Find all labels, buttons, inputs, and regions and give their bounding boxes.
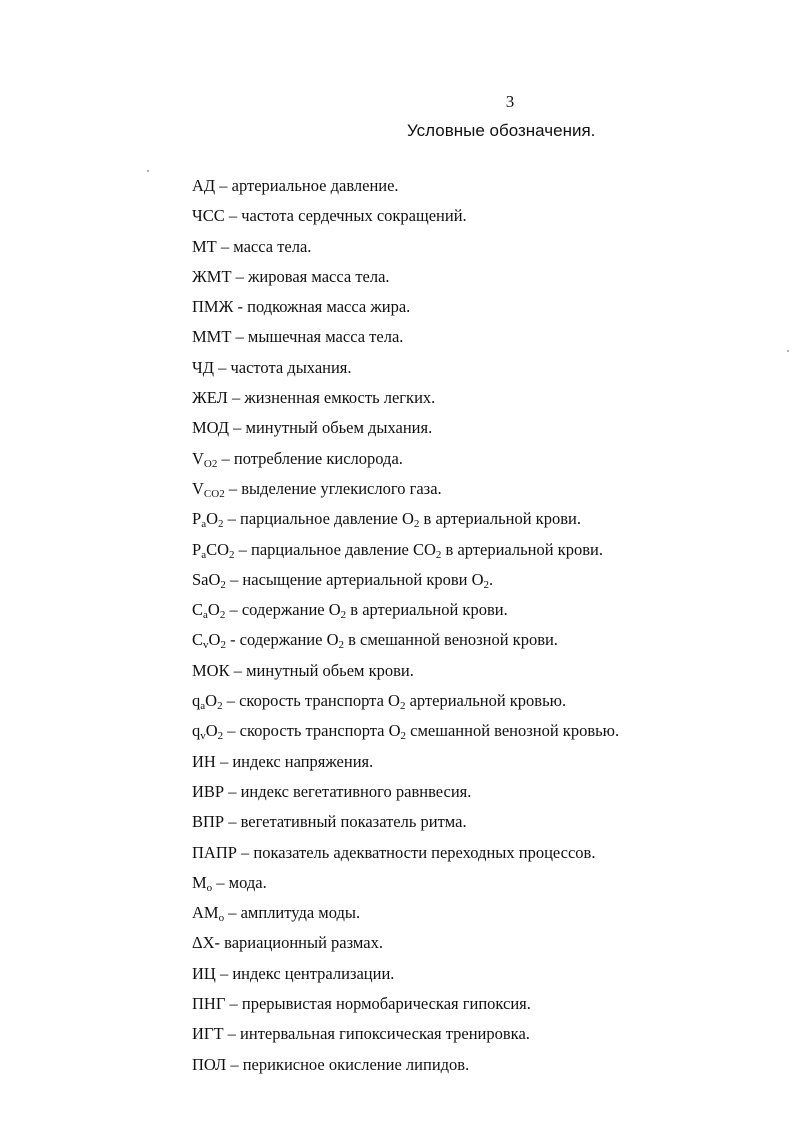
entry-text: ΔX- вариационный размах.	[192, 933, 383, 953]
entry-subscript: 2	[229, 548, 235, 561]
entry-text: .	[489, 569, 494, 589]
entry-text: AM	[192, 903, 219, 923]
entry-text: C	[192, 600, 204, 620]
entry-subscript: 2	[219, 609, 226, 622]
entry-text: O	[206, 509, 218, 529]
entry-text: P	[192, 539, 202, 559]
entry-text: O	[207, 600, 220, 620]
entry-text: ПАПР – показатель адекватности переходных процессов.	[192, 842, 596, 862]
entry-text: O	[205, 721, 218, 741]
entry-text: МТ – масса тела.	[192, 236, 312, 256]
entry-subscript: a	[201, 548, 207, 561]
entry-text: - содержание O	[225, 630, 339, 650]
entry-text: V	[192, 478, 204, 498]
abbreviation-entry	[192, 447, 619, 477]
entry-subscript: a	[201, 518, 207, 531]
entry-subscript: a	[200, 700, 206, 713]
abbreviation-entry	[192, 477, 619, 507]
entry-subscript: 2	[217, 730, 224, 743]
abbreviation-entry	[192, 1053, 619, 1083]
entry-text: O	[208, 630, 221, 650]
entry-text: ИГТ – интервальная гипоксическая тренировка.	[192, 1024, 530, 1044]
entry-text: МОД – минутный обьем дыхания.	[192, 418, 433, 438]
entry-subscript: v	[200, 730, 206, 743]
entry-text: ЖМТ – жировая масса тела.	[192, 266, 390, 286]
page-number: 3	[505, 92, 515, 111]
entry-text: q	[192, 721, 201, 741]
abbreviation-entry	[192, 507, 619, 537]
entry-subscript: 2	[399, 700, 406, 713]
entry-text: – скорость транспорта O	[222, 691, 400, 711]
entry-text: – содержание O	[225, 600, 341, 620]
abbreviation-entry	[192, 871, 619, 901]
entry-text: V	[192, 448, 204, 468]
abbreviation-entry	[192, 962, 619, 992]
entry-text: – выделение углекислого газа.	[224, 478, 442, 498]
entry-subscript: 2	[218, 518, 224, 531]
entry-text: ЧД – частота дыхания.	[192, 357, 352, 377]
abbreviation-entry	[192, 689, 619, 719]
entry-text: – мода.	[212, 872, 267, 892]
abbreviation-entry	[192, 992, 619, 1022]
entry-subscript: 2	[340, 609, 347, 622]
entry-text: – потребление кислорода.	[217, 448, 403, 468]
entry-text: МОК – минутный обьем крови.	[192, 660, 414, 680]
abbreviation-entry	[192, 568, 619, 598]
abbreviation-entry	[192, 235, 619, 265]
entry-text: в смешанной венозной крови.	[344, 630, 558, 650]
entry-text: ЖЕЛ – жизненная емкость легких.	[192, 388, 436, 408]
abbreviation-entry	[192, 295, 619, 325]
abbreviation-entry	[192, 841, 619, 871]
entry-text: ВПР – вегетативный показатель ритма.	[192, 812, 467, 832]
entry-text: артериальной кровью.	[405, 691, 567, 711]
entry-subscript: 2	[413, 518, 420, 531]
abbreviation-entry	[192, 810, 619, 840]
abbreviation-entry	[192, 901, 619, 931]
abbreviation-entry	[192, 325, 619, 355]
abbreviation-entry	[192, 659, 619, 689]
abbreviation-entry	[192, 416, 619, 446]
entry-text: – парциальное давление O	[223, 509, 414, 529]
entry-text: – парциальное давление CO	[234, 539, 436, 559]
entry-subscript: a	[203, 609, 208, 622]
entry-text: ЧСС – частота сердечных сокращений.	[192, 206, 467, 226]
entry-text: ПМЖ - подкожная масса жира.	[192, 297, 411, 317]
entry-text: в артериальной крови.	[441, 539, 603, 559]
entry-subscript: 2	[220, 578, 226, 591]
abbreviation-entry	[192, 538, 619, 568]
entry-subscript: 2	[400, 730, 407, 743]
entry-text: – скорость транспорта O	[223, 721, 401, 741]
abbreviation-entry	[192, 719, 619, 749]
abbreviation-entry	[192, 628, 619, 658]
entry-subscript: 2	[483, 578, 490, 591]
abbreviation-entry	[192, 750, 619, 780]
entry-text: ИВР – индекс вегетативного равнвесия.	[192, 781, 472, 801]
abbreviation-entry	[192, 265, 619, 295]
entry-subscript: 2	[338, 639, 344, 652]
entry-text: C	[192, 630, 204, 650]
entry-text: O	[205, 691, 218, 711]
entry-subscript: 2	[217, 700, 223, 713]
entry-subscript: O2	[203, 457, 218, 470]
entry-subscript: v	[203, 639, 209, 652]
entry-text: АД – артериальное давление.	[192, 176, 399, 195]
entry-text: P	[192, 509, 202, 529]
page-title: Условные обозначения.	[407, 121, 596, 140]
entry-text: q	[192, 691, 201, 711]
abbreviation-entry	[192, 204, 619, 234]
entry-text: смешанной венозной кровью.	[406, 721, 620, 741]
abbreviation-entry	[192, 780, 619, 810]
abbreviations-list	[192, 174, 619, 1083]
scan-speck	[787, 350, 789, 352]
entry-text: – амплитуда моды.	[224, 903, 361, 923]
entry-text: ПНГ – прерывистая нормобарическая гипоксия.	[192, 994, 531, 1014]
abbreviation-entry	[192, 356, 619, 386]
entry-subscript: 2	[220, 639, 226, 652]
entry-text: ММТ – мышечная масса тела.	[192, 327, 404, 347]
abbreviation-entry	[192, 174, 619, 204]
abbreviation-entry	[192, 386, 619, 416]
entry-text: SaO	[192, 569, 221, 589]
abbreviation-entry	[192, 931, 619, 961]
entry-subscript: 2	[435, 548, 442, 561]
entry-subscript: o	[206, 881, 213, 894]
entry-text: – насыщение артериальной крови O	[225, 569, 484, 589]
entry-text: ИН – индекс напряжения.	[192, 751, 374, 771]
abbreviation-entry	[192, 598, 619, 628]
entry-text: M	[192, 872, 207, 892]
entry-text: ИЦ – индекс централизации.	[192, 963, 395, 983]
entry-text: CO	[206, 539, 229, 559]
entry-text: в артериальной крови.	[419, 509, 581, 529]
abbreviation-entry	[192, 1022, 619, 1052]
scan-speck	[147, 170, 149, 172]
entry-subscript: CO2	[203, 487, 225, 500]
entry-text: ПОЛ – перикисное окисление липидов.	[192, 1054, 470, 1074]
entry-subscript: o	[218, 912, 225, 925]
entry-text: в артериальной крови.	[346, 600, 508, 620]
